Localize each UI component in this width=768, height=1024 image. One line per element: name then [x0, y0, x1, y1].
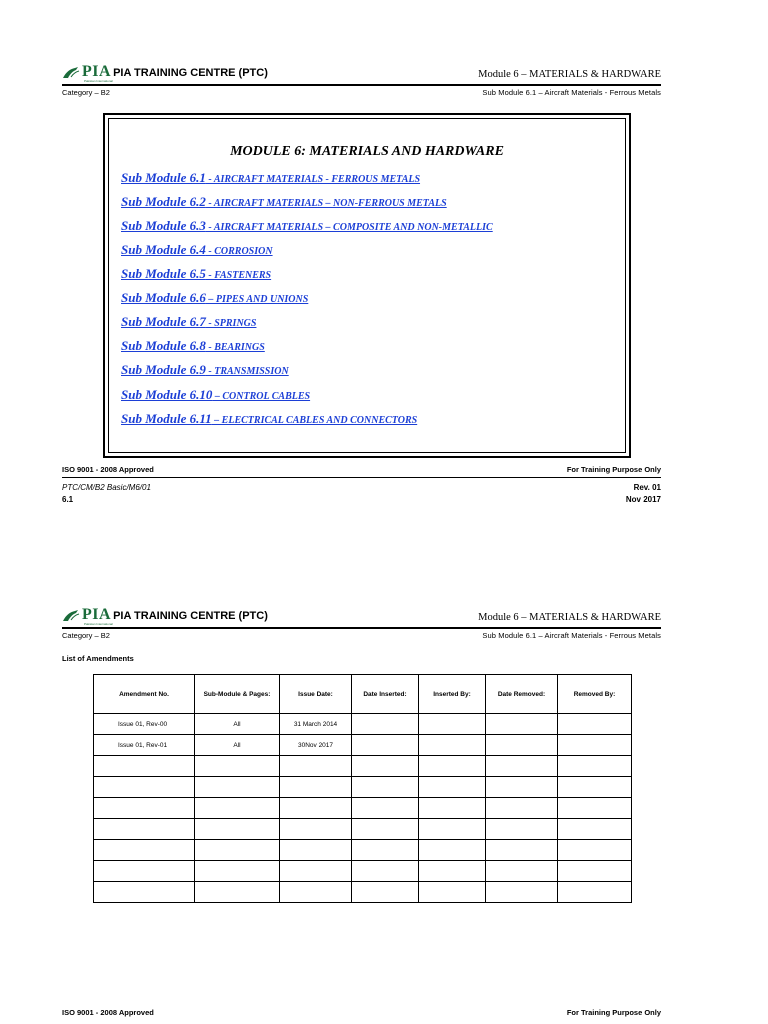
submodule-title: - AIRCRAFT MATERIALS – NON-FERROUS METALS	[205, 198, 447, 209]
submodule-number: Sub Module 6.7	[121, 314, 206, 329]
submodule-link-6-3[interactable]	[121, 217, 493, 235]
pia-markhor-icon	[62, 66, 80, 80]
table-cell	[94, 882, 195, 903]
submodule-link-6-8[interactable]	[121, 337, 265, 355]
table-row	[94, 819, 632, 840]
header-rule	[62, 84, 661, 86]
submodule-number: Sub Module 6.11	[121, 411, 212, 426]
table-cell: 30Nov 2017	[280, 735, 352, 756]
logo-text: PIA	[82, 606, 112, 623]
training-purpose-notice: For Training Purpose Only	[566, 465, 661, 474]
table-cell	[352, 861, 419, 882]
submodule-link-6-9[interactable]	[121, 361, 289, 379]
table-row	[94, 714, 632, 735]
module-index-title: MODULE 6: MATERIALS AND HARDWARE	[230, 144, 504, 159]
table-cell	[195, 777, 280, 798]
table-cell	[419, 714, 486, 735]
table-cell	[94, 861, 195, 882]
table-cell: All	[195, 735, 280, 756]
table-cell	[419, 735, 486, 756]
submodule-number: Sub Module 6.2	[121, 194, 206, 209]
document-code: PTC/CM/B2 Basic/M6/01	[62, 483, 151, 492]
table-cell	[94, 819, 195, 840]
submodule-link-6-4[interactable]	[121, 241, 273, 259]
table-cell	[419, 756, 486, 777]
table-row	[94, 882, 632, 903]
submodule-title: - AIRCRAFT MATERIALS – COMPOSITE AND NON-METALLIC	[205, 222, 493, 233]
table-cell	[195, 840, 280, 861]
table-row	[94, 777, 632, 798]
table-cell	[352, 714, 419, 735]
table-cell	[352, 735, 419, 756]
table-cell	[94, 777, 195, 798]
table-row	[94, 798, 632, 819]
table-cell	[419, 840, 486, 861]
table-row	[94, 861, 632, 882]
submodule-number: Sub Module 6.1	[121, 170, 206, 185]
submodule-number: Sub Module 6.3	[121, 218, 206, 233]
submodule-number: Sub Module 6.4	[121, 242, 206, 257]
training-purpose-notice: For Training Purpose Only	[566, 1008, 661, 1017]
column-header: Issue Date:	[280, 675, 352, 714]
table-row	[94, 735, 632, 756]
amendments-heading: List of Amendments	[62, 654, 134, 663]
table-cell	[280, 861, 352, 882]
table-cell	[352, 756, 419, 777]
header-rule	[62, 627, 661, 629]
org-name: PIA TRAINING CENTRE (PTC)	[113, 610, 268, 622]
table-cell	[280, 756, 352, 777]
submodule-link-6-6[interactable]	[121, 289, 308, 307]
column-header: Inserted By:	[419, 675, 486, 714]
column-header: Amendment No.	[94, 675, 195, 714]
submodule-title: - CORROSION	[205, 246, 273, 257]
table-cell	[558, 735, 632, 756]
table-row	[94, 756, 632, 777]
column-header: Date Removed:	[486, 675, 558, 714]
table-cell	[280, 777, 352, 798]
submodule-link-6-1[interactable]	[121, 169, 420, 187]
table-cell	[195, 861, 280, 882]
table-cell	[419, 882, 486, 903]
table-cell	[352, 840, 419, 861]
table-cell	[486, 861, 558, 882]
submodule-link-6-7[interactable]	[121, 313, 256, 331]
table-cell	[280, 882, 352, 903]
logo-subtext: Pakistan International	[84, 79, 113, 83]
table-cell	[486, 798, 558, 819]
pia-markhor-icon	[62, 609, 80, 623]
table-cell	[352, 798, 419, 819]
submodule-label: Sub Module 6.1 – Aircraft Materials - Ferrous Metals	[482, 88, 661, 97]
submodule-title: - SPRINGS	[205, 318, 257, 329]
submodule-number: Sub Module 6.10	[121, 387, 213, 402]
table-cell	[94, 840, 195, 861]
table-cell	[419, 798, 486, 819]
table-cell	[486, 777, 558, 798]
logo-text: PIA	[82, 63, 112, 80]
module-title: Module 6 – MATERIALS & HARDWARE	[478, 612, 661, 623]
table-cell: Issue 01, Rev-01	[94, 735, 195, 756]
table-cell	[486, 714, 558, 735]
submodule-title: - TRANSMISSION	[205, 366, 289, 377]
category-label: Category – B2	[62, 88, 110, 97]
table-cell	[419, 819, 486, 840]
pia-logo	[62, 606, 268, 626]
table-header-row	[94, 675, 632, 714]
submodule-title: - AIRCRAFT MATERIALS - FERROUS METALS	[205, 174, 421, 185]
table-cell	[558, 840, 632, 861]
table-cell	[558, 861, 632, 882]
table-row	[94, 840, 632, 861]
submodule-number: Sub Module 6.5	[121, 266, 206, 281]
table-cell	[486, 819, 558, 840]
submodule-link-6-2[interactable]	[121, 193, 447, 211]
iso-approval: ISO 9001 - 2008 Approved	[62, 465, 154, 474]
table-cell	[195, 819, 280, 840]
table-cell	[419, 777, 486, 798]
table-cell: All	[195, 714, 280, 735]
table-cell	[352, 819, 419, 840]
table-cell	[280, 798, 352, 819]
table-cell	[558, 777, 632, 798]
module-index-box	[103, 113, 631, 458]
table-cell	[195, 798, 280, 819]
table-cell	[558, 714, 632, 735]
table-cell	[280, 819, 352, 840]
iso-approval: ISO 9001 - 2008 Approved	[62, 1008, 154, 1017]
revision: Rev. 01	[633, 483, 661, 492]
table-cell	[352, 882, 419, 903]
module-index-inner-frame	[108, 118, 626, 453]
table-cell: 31 March 2014	[280, 714, 352, 735]
module-title: Module 6 – MATERIALS & HARDWARE	[478, 69, 661, 80]
submodule-link-6-11[interactable]	[121, 410, 417, 428]
footer-rule	[62, 477, 661, 478]
table-cell	[486, 840, 558, 861]
submodule-number: Sub Module 6.9	[121, 362, 206, 377]
submodule-number: Sub Module 6.6	[121, 290, 206, 305]
table-cell	[94, 756, 195, 777]
submodule-title: - FASTENERS	[205, 270, 272, 281]
page-number: 6.1	[62, 495, 74, 504]
table-cell	[486, 756, 558, 777]
table-cell	[558, 819, 632, 840]
revision-date: Nov 2017	[625, 495, 661, 504]
submodule-title: – CONTROL CABLES	[212, 391, 311, 402]
table-cell	[352, 777, 419, 798]
table-cell	[195, 756, 280, 777]
table-cell	[558, 756, 632, 777]
submodule-title: – PIPES AND UNIONS	[205, 294, 309, 305]
table-cell	[94, 798, 195, 819]
submodule-label: Sub Module 6.1 – Aircraft Materials - Ferrous Metals	[482, 631, 661, 640]
table-cell: Issue 01, Rev-00	[94, 714, 195, 735]
table-cell	[486, 882, 558, 903]
table-cell	[486, 735, 558, 756]
amendments-table	[93, 674, 632, 903]
table-cell	[558, 882, 632, 903]
submodule-title: – ELECTRICAL CABLES AND CONNECTORS	[211, 415, 418, 426]
column-header: Sub-Module & Pages:	[195, 675, 280, 714]
org-name: PIA TRAINING CENTRE (PTC)	[113, 67, 268, 79]
column-header: Date Inserted:	[352, 675, 419, 714]
table-cell	[280, 840, 352, 861]
logo-subtext: Pakistan International	[84, 622, 113, 626]
category-label: Category – B2	[62, 631, 110, 640]
submodule-number: Sub Module 6.8	[121, 338, 206, 353]
column-header: Removed By:	[558, 675, 632, 714]
pia-logo	[62, 63, 268, 83]
submodule-title: - BEARINGS	[205, 342, 265, 353]
table-cell	[558, 798, 632, 819]
table-cell	[195, 882, 280, 903]
table-cell	[419, 861, 486, 882]
submodule-link-6-10[interactable]	[121, 386, 310, 404]
submodule-link-6-5[interactable]	[121, 265, 271, 283]
